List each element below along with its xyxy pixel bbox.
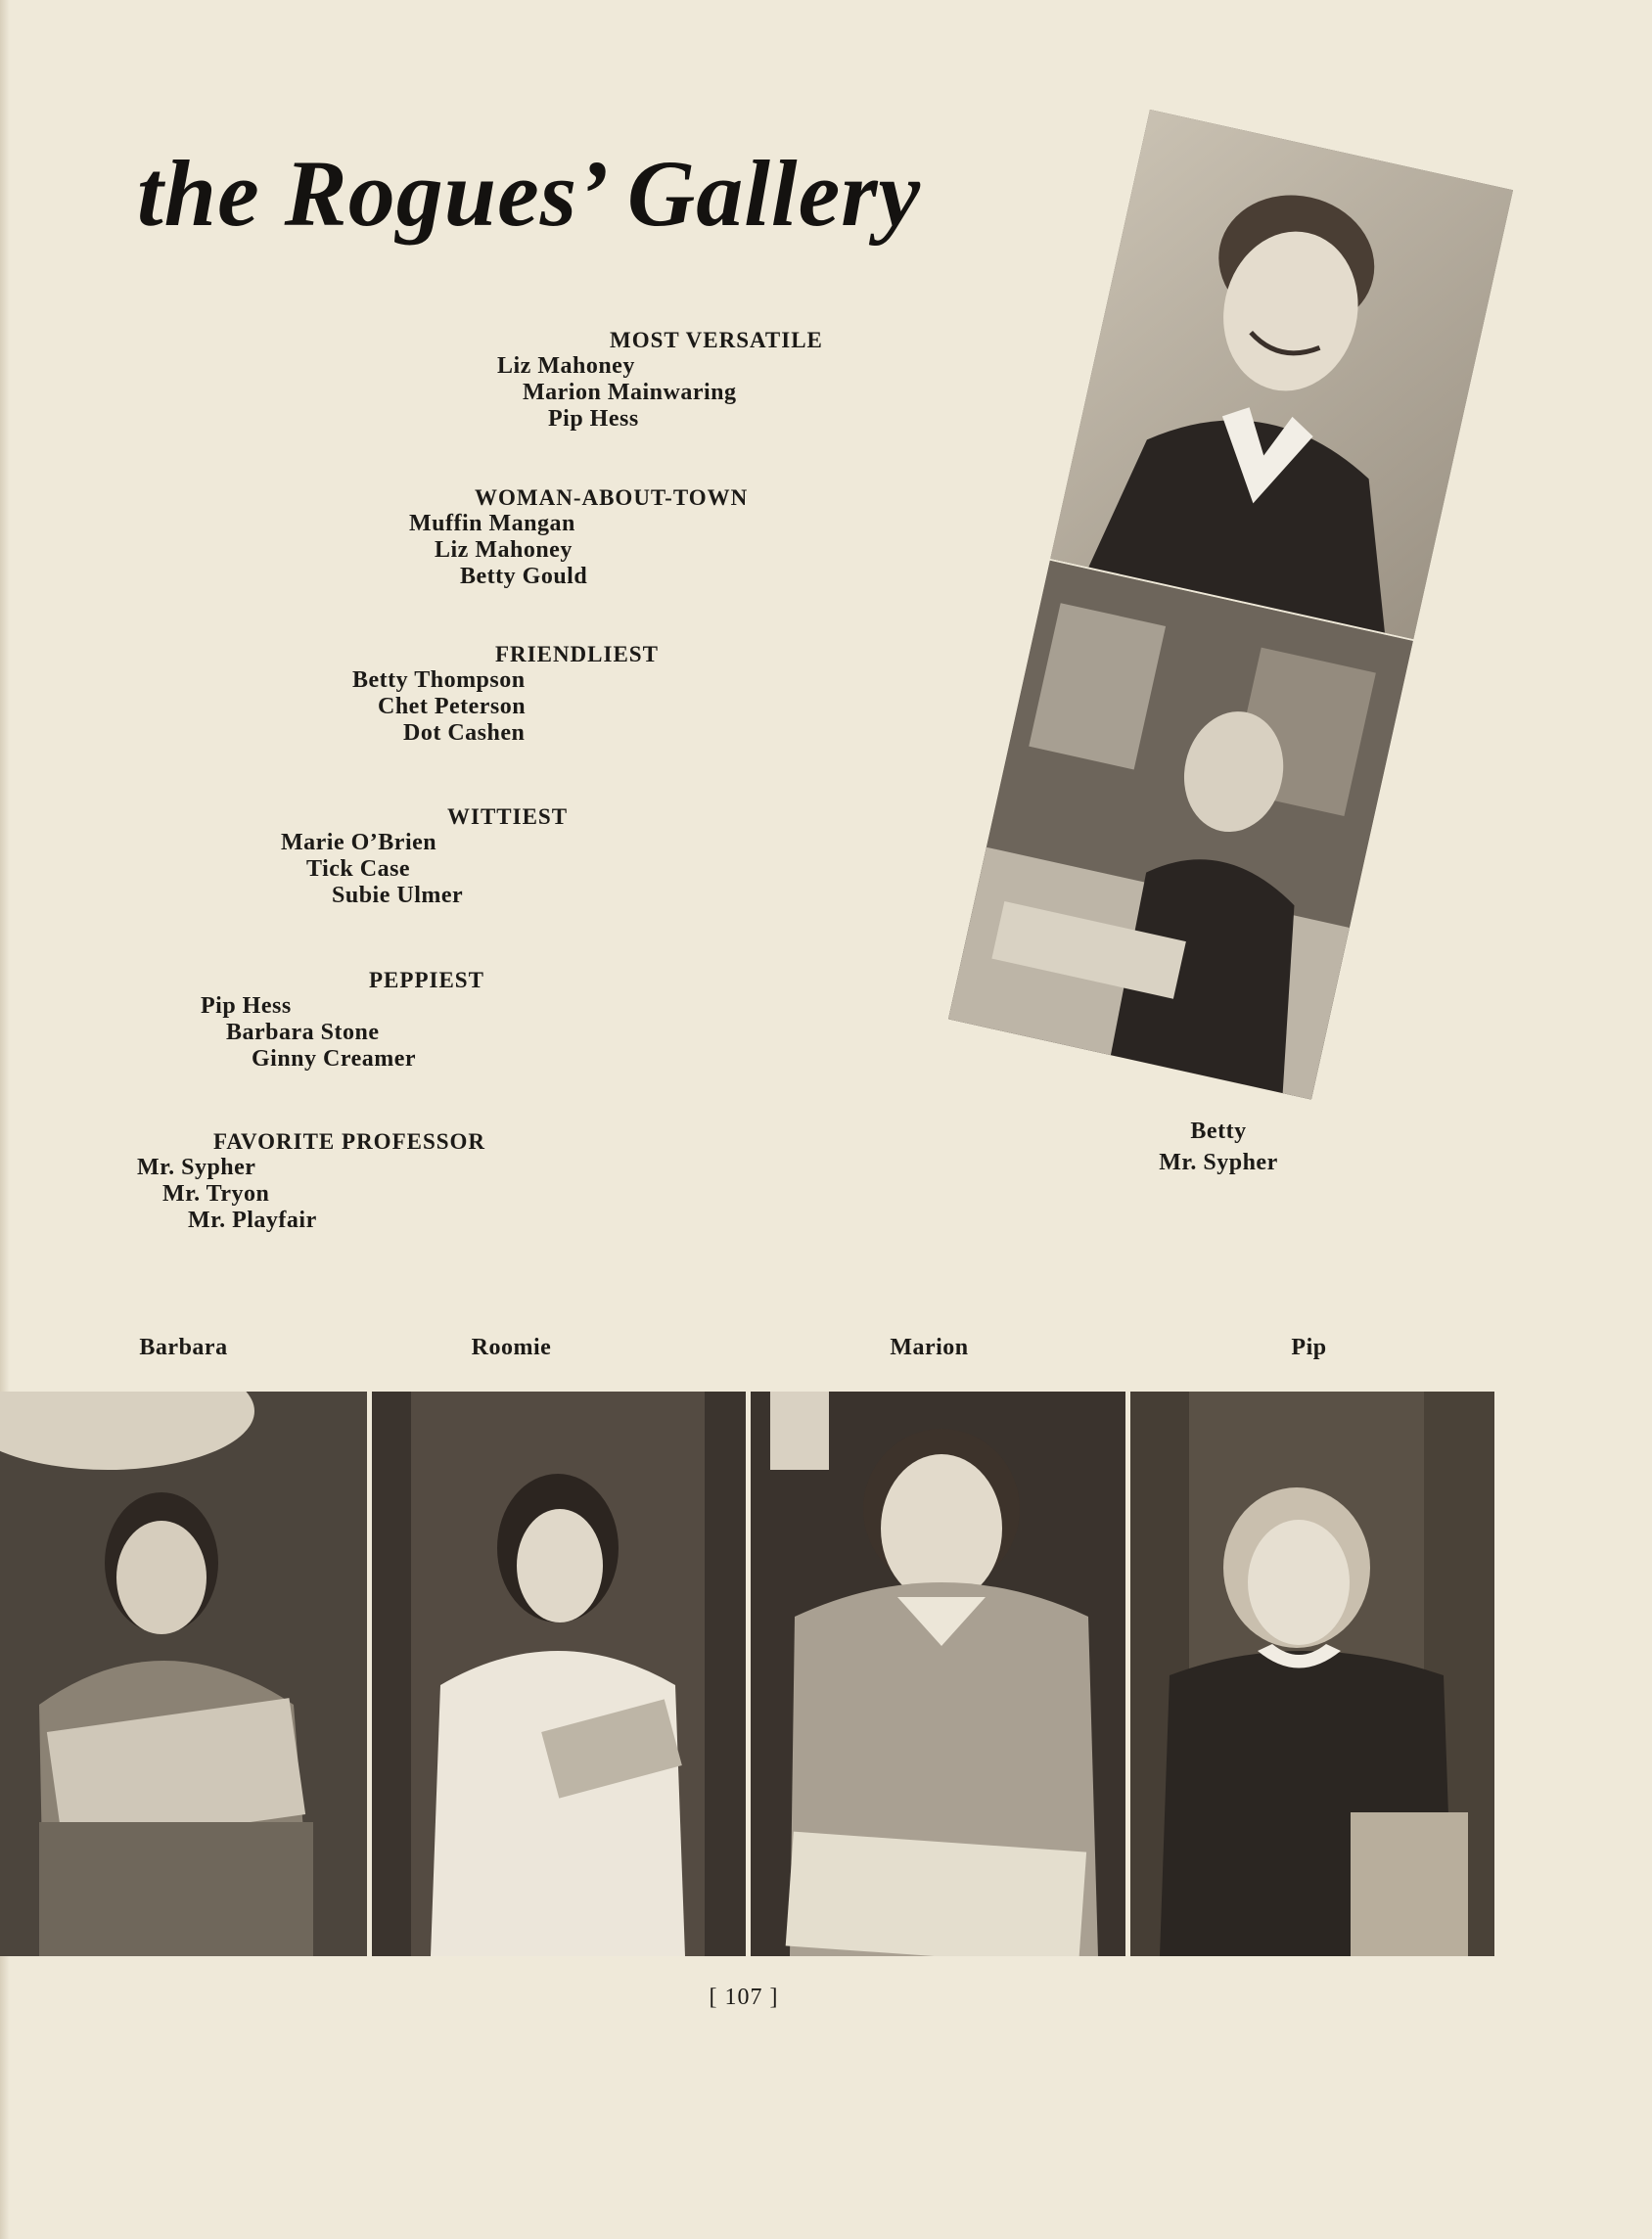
- photo-label-roomie: Roomie: [471, 1335, 552, 1360]
- nominee: Mr. Playfair: [188, 1208, 317, 1233]
- nominee: Ginny Creamer: [252, 1046, 417, 1072]
- nominee: Mr. Sypher: [137, 1155, 256, 1180]
- category-friendliest: [352, 641, 659, 747]
- nominee: Marion Mainwaring: [523, 380, 737, 405]
- nominee: Betty Gould: [460, 564, 588, 589]
- category-heading: WITTIEST: [447, 804, 569, 829]
- nominee: Subie Ulmer: [332, 883, 464, 908]
- caption-line: Betty: [1190, 1119, 1247, 1144]
- photo-label-marion: Marion: [890, 1335, 969, 1360]
- caption-line: Mr. Sypher: [1159, 1150, 1278, 1175]
- nominee: Mr. Tryon: [162, 1181, 270, 1207]
- category-heading: MOST VERSATILE: [610, 328, 823, 352]
- strip-caption: [1135, 1116, 1302, 1178]
- nominee: Liz Mahoney: [497, 353, 635, 379]
- nominee-list: [201, 993, 484, 1073]
- category-most-versatile: [497, 327, 823, 433]
- nominee: Chet Peterson: [378, 694, 527, 719]
- photo-betty: [1050, 110, 1513, 639]
- nominee: Muffin Mangan: [409, 511, 575, 536]
- page-number: [ 107 ]: [709, 1985, 779, 2010]
- nominee: Liz Mahoney: [435, 537, 573, 563]
- category-heading: FAVORITE PROFESSOR: [213, 1129, 486, 1154]
- nominee-list: [137, 1155, 485, 1234]
- category-heading: WOMAN-ABOUT-TOWN: [475, 485, 749, 510]
- category-woman-about-town: [409, 484, 748, 590]
- photo-pip: [1130, 1392, 1494, 1956]
- nominee: Pip Hess: [548, 406, 639, 432]
- nominee-list: [409, 511, 748, 590]
- nominee: Tick Case: [306, 856, 411, 882]
- nominee: Barbara Stone: [226, 1020, 380, 1045]
- photo-roomie: [372, 1392, 746, 1956]
- category-wittiest: [281, 803, 568, 909]
- photo-marion: [751, 1392, 1125, 1956]
- photo-label-barbara: Barbara: [139, 1335, 228, 1360]
- category-heading: PEPPIEST: [369, 968, 484, 992]
- photo-mr-sypher: [948, 561, 1413, 1100]
- nominee: Marie O’Brien: [281, 830, 437, 855]
- category-favorite-professor: [137, 1128, 485, 1234]
- nominee: Betty Thompson: [352, 667, 526, 693]
- page-title: the Rogues’ Gallery: [137, 141, 922, 246]
- nominee: Dot Cashen: [403, 720, 526, 746]
- category-heading: FRIENDLIEST: [495, 642, 659, 666]
- category-peppiest: [201, 967, 484, 1073]
- photo-barbara: [0, 1392, 367, 1956]
- nominee-list: [352, 667, 659, 747]
- nominee-list: [497, 353, 823, 433]
- nominee: Pip Hess: [201, 993, 292, 1019]
- nominee-list: [281, 830, 568, 909]
- photo-label-pip: Pip: [1291, 1335, 1327, 1360]
